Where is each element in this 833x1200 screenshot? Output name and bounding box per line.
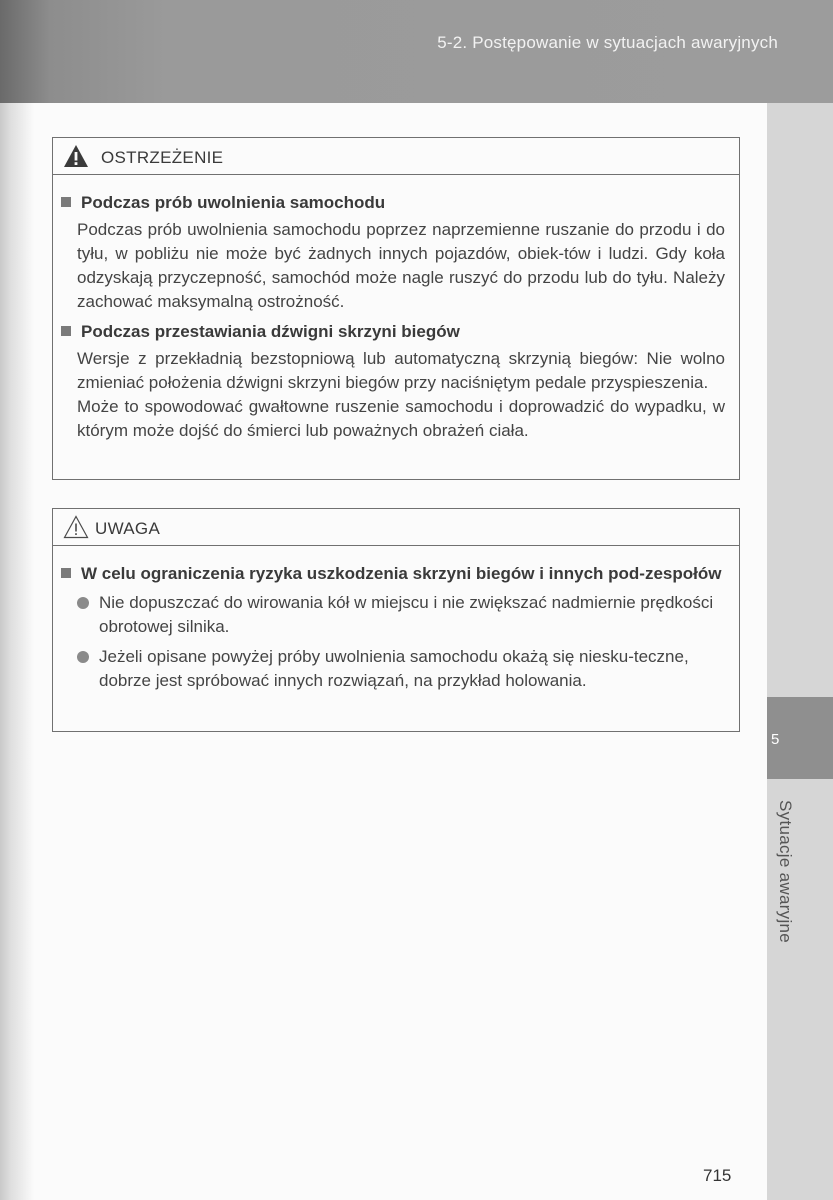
chapter-number: 5 [771, 731, 780, 748]
warning-box [52, 137, 740, 480]
caution-bullet-2-text: Jeżeli opisane powyżej próby uwolnienia samochodu okażą się niesku-teczne, dobrze jest spróbować innych rozwiązań, na przykład holowania. [99, 647, 689, 690]
caution-box [52, 508, 740, 732]
warning-section-1-heading: Podczas prób uwolnienia samochodu [81, 193, 386, 212]
warning-section-2-paragraph-1: Wersje z przekładnią bezstopniową lub automatyczną skrzynią biegów: Nie wolno zmieniać położenia dźwigni skrzyni biegów przy naciśniętym pedale przyspieszenia. [77, 349, 725, 392]
warning-section-2-heading: Podczas przestawiania dźwigni skrzyni biegów [81, 322, 460, 341]
warning-box-body [53, 175, 739, 443]
warning-filled-icon [63, 144, 89, 168]
page-number: 715 [703, 1166, 732, 1185]
square-bullet-icon [61, 197, 71, 207]
caution-heading-text: W celu ograniczenia ryzyka uszkodzenia skrzyni biegów i innych pod-zespołów [81, 564, 722, 583]
caution-outline-icon [63, 515, 89, 539]
round-bullet-icon [77, 651, 89, 663]
warning-section-heading [61, 191, 725, 214]
warning-section-2-paragraph-2: Może to spowodować gwałtowne ruszenie samochodu i doprowadzić do wypadku, w którym może dojść do śmierci lub poważnych obrażeń ciała. [77, 397, 725, 440]
side-strip [767, 103, 833, 1200]
square-bullet-icon [61, 326, 71, 336]
caution-bullet-item [61, 591, 725, 639]
binding-shadow [0, 0, 34, 1200]
warning-box-header [53, 138, 739, 175]
warning-section-heading [61, 320, 725, 343]
caution-heading [61, 562, 725, 585]
warning-label: OSTRZEŻENIE [101, 148, 224, 167]
caution-label: UWAGA [95, 519, 161, 538]
chapter-name: Sytuacje awaryjne [776, 800, 795, 944]
header-band [0, 0, 833, 103]
caution-box-header [53, 509, 739, 546]
caution-bullet-1-text: Nie dopuszczać do wirowania kół w miejscu i nie zwiększać nadmiernie prędkości obrotowej silnika. [99, 593, 714, 636]
warning-section-1-paragraph: Podczas prób uwolnienia samochodu poprzez naprzemienne ruszanie do przodu i do tyłu, w pobliżu nie może być żadnych innych pojazdów, obiek-tów i ludzi. Gdy koła odzyskają przyczepność, samochód może nagle ruszyć do przodu lub do tyłu. Należy zachować maksymalną ostrożność. [77, 220, 725, 311]
section-title: 5-2. Postępowanie w sytuacjach awaryjnych [437, 33, 778, 52]
caution-box-body [53, 546, 739, 693]
square-bullet-icon [61, 568, 71, 578]
caution-bullet-item [61, 645, 725, 693]
round-bullet-icon [77, 597, 89, 609]
